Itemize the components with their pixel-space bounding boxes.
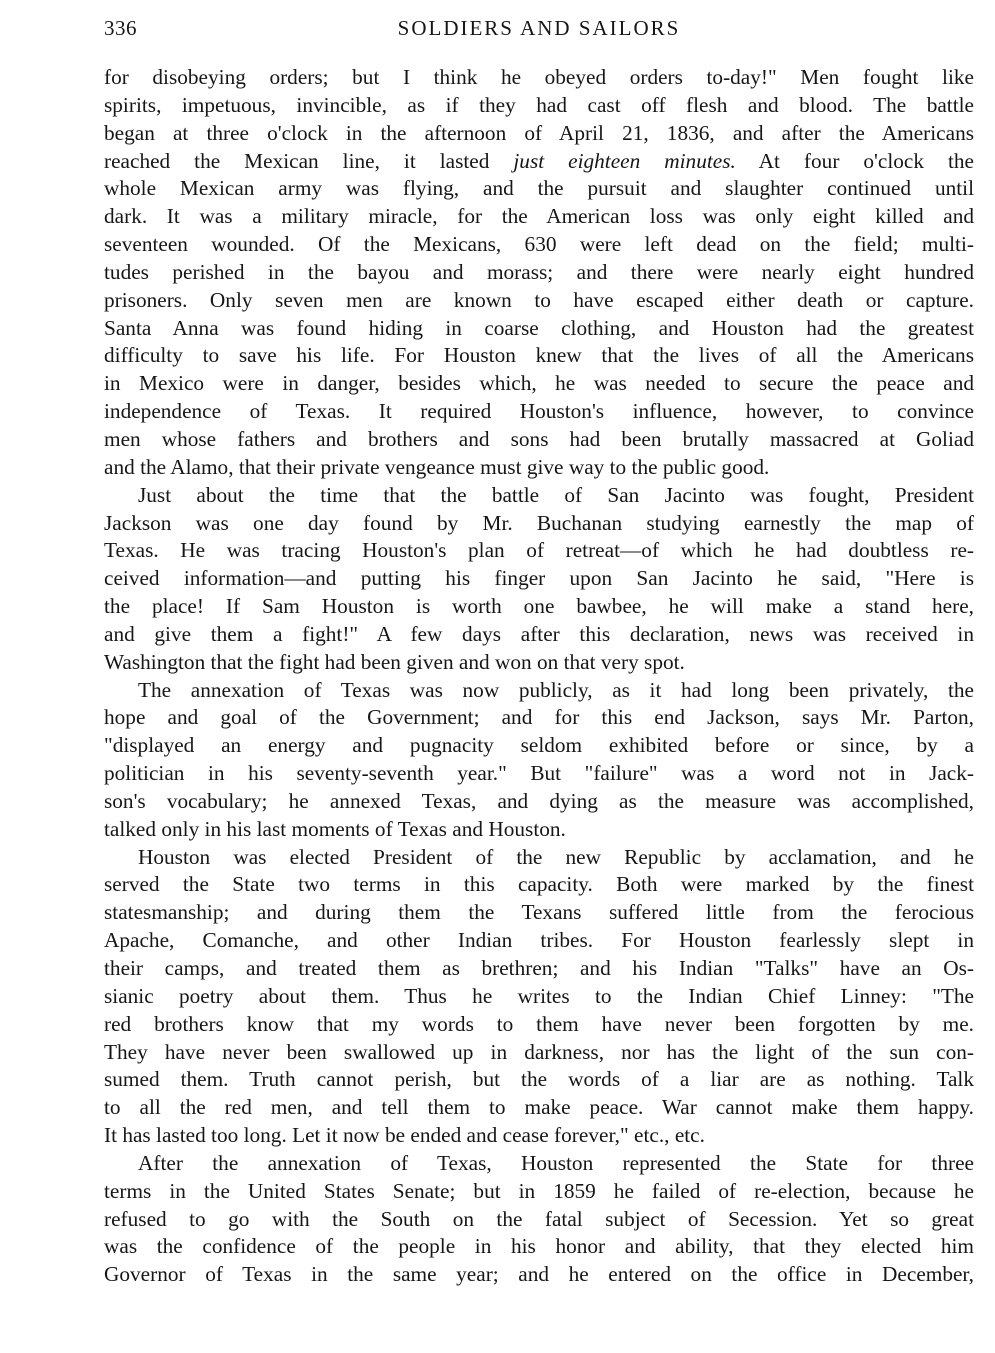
text-line: dark. It was a military miracle, for the American loss was only eight killed and xyxy=(104,204,974,229)
text-line: refused to go with the South on the fatal subject of Secession. Yet so great xyxy=(104,1206,974,1231)
text-line: politician in his seventy-seventh year." But "failure" was a word not in Jack- xyxy=(104,761,974,786)
text-line: served the State two terms in this capacity. Both were marked by the finest xyxy=(104,872,974,897)
text-line: Washington that the fight had been given and won on that very spot. xyxy=(104,649,685,674)
text-line: Apache, Comanche, and other Indian tribes. For Houston fearlessly slept in xyxy=(104,928,974,953)
text-line: sianic poetry about them. Thus he writes to the Indian Chief Linney: "The xyxy=(104,983,974,1008)
text-line: independence of Texas. It required Houston's influence, however, to convince xyxy=(104,399,974,424)
text-line: They have never been swallowed up in darkness, nor has the light of the sun con- xyxy=(104,1039,974,1064)
text-line: Texas. He was tracing Houston's plan of retreat—of which he had doubtless re- xyxy=(104,538,974,563)
text-line: seventeen wounded. Of the Mexicans, 630 were left dead on the field; multi- xyxy=(104,232,974,257)
text-line: difficulty to save his life. For Houston knew that the lives of all the Americans xyxy=(104,343,974,368)
text-line: hope and goal of the Government; and for this end Jackson, says Mr. Parton, xyxy=(104,705,974,730)
text-line: was the confidence of the people in his honor and ability, that they elected him xyxy=(104,1234,974,1259)
text-line: son's vocabulary; he annexed Texas, and dying as the measure was accomplished, xyxy=(104,788,974,813)
text-line: ceived information—and putting his finger upon San Jacinto he said, "Here is xyxy=(104,566,974,591)
text-line: prisoners. Only seven men are known to have escaped either death or capture. xyxy=(104,287,974,312)
text-line: red brothers know that my words to them have never been forgotten by me. xyxy=(104,1011,974,1036)
body-text xyxy=(104,64,974,1289)
text-line: Santa Anna was found hiding in coarse clothing, and Houston had the greatest xyxy=(104,315,974,340)
text-line: Houston was elected President of the new Republic by acclamation, and he xyxy=(138,844,974,869)
text-line: men whose fathers and brothers and sons had been brutally massacred at Goliad xyxy=(104,426,974,451)
text-line: After the annexation of Texas, Houston represented the State for three xyxy=(138,1150,974,1175)
text-line: Just about the time that the battle of San Jacinto was fought, President xyxy=(138,482,974,507)
running-head: SOLDIERS AND SAILORS xyxy=(397,16,681,40)
text-line: It has lasted too long. Let it now be ended and cease forever," etc., etc. xyxy=(104,1123,705,1148)
text-line: for disobeying orders; but I think he obeyed orders to-day!" Men fought like xyxy=(104,65,974,89)
page-number: 336 xyxy=(104,16,137,40)
text-line: Governor of Texas in the same year; and he entered on the office in December, xyxy=(104,1262,974,1287)
text-line: tudes perished in the bayou and morass; and there were nearly eight hundred xyxy=(104,259,974,284)
text-line: statesmanship; and during them the Texans suffered little from the ferocious xyxy=(104,900,974,925)
text-line: talked only in his last moments of Texas and Houston. xyxy=(104,816,566,841)
text-line: in Mexico were in danger, besides which, he was needed to secure the peace and xyxy=(104,371,974,396)
text-line: the place! If Sam Houston is worth one bawbee, he will make a stand here, xyxy=(104,594,974,619)
text-line: whole Mexican army was flying, and the pursuit and slaughter continued until xyxy=(104,176,974,201)
text-segment: At four o'clock the xyxy=(735,148,974,173)
page-header xyxy=(104,16,974,48)
text-line: terms in the United States Senate; but in 1859 he failed of re-election, because he xyxy=(104,1178,974,1203)
text-segment: reached the Mexican line, it lasted xyxy=(104,148,514,173)
text-line xyxy=(104,148,974,176)
text-line: The annexation of Texas was now publicly, as it had long been privately, the xyxy=(138,677,974,702)
italic-phrase: just eighteen minutes. xyxy=(513,148,736,173)
text-line: began at three o'clock in the afternoon of April 21, 1836, and after the Americans xyxy=(104,120,974,145)
text-line: their camps, and treated them as brethren; and his Indian "Talks" have an Os- xyxy=(104,956,974,980)
text-line: Jackson was one day found by Mr. Buchanan studying earnestly the map of xyxy=(104,510,974,535)
text-line: to all the red men, and tell them to make peace. War cannot make them happy. xyxy=(104,1095,974,1120)
text-line: "displayed an energy and pugnacity seldom exhibited before or since, by a xyxy=(104,733,974,758)
text-line: and give them a fight!" A few days after this declaration, news was received in xyxy=(104,621,974,646)
text-line: sumed them. Truth cannot perish, but the words of a liar are as nothing. Talk xyxy=(104,1067,974,1092)
text-line: and the Alamo, that their private vengeance must give way to the public good. xyxy=(104,454,770,479)
text-line: spirits, impetuous, invincible, as if they had cast off flesh and blood. The battle xyxy=(104,92,974,117)
